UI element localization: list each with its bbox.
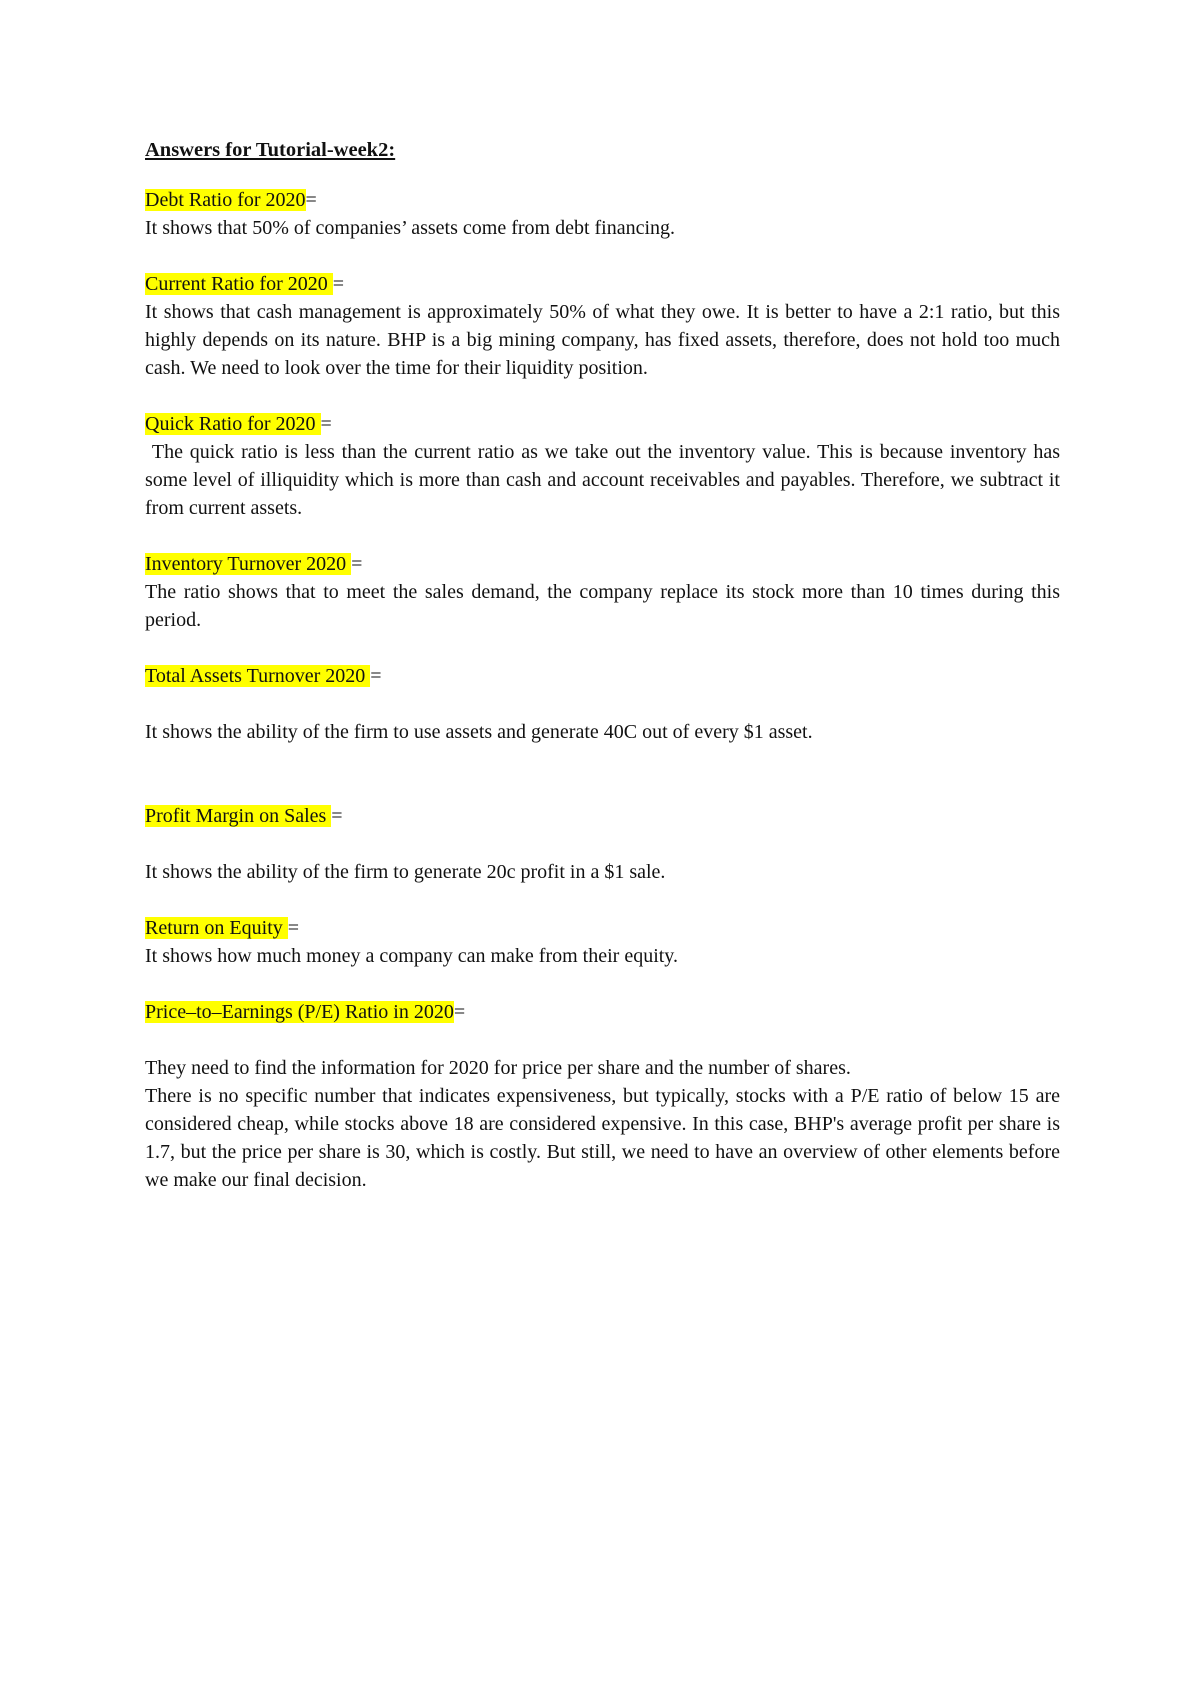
section-text: It shows that 50% of companies’ assets come from debt financing. — [145, 217, 676, 239]
section-debt-ratio — [145, 186, 1060, 242]
section-quick-ratio — [145, 410, 1066, 522]
section-heading — [145, 186, 1060, 214]
section-heading — [145, 270, 1060, 298]
section-heading — [145, 662, 1060, 690]
section-text: It shows how much money a company can make from their equity. — [145, 945, 679, 967]
section-text: The quick ratio is less than the current ratio as we take out the inventory value. This is because inventory has some level of illiquidity which is more than cash and account receivables and payables. Therefore, we subtract it from current assets. — [145, 441, 1066, 519]
section-text: They need to find the information for 2020 for price per share and the number of shares. — [145, 1057, 851, 1079]
section-return-on-equity — [145, 914, 1060, 970]
section-text: It shows that cash management is approximately 50% of what they owe. It is better to have a 2:1 ratio, but this highly depends on its nature. BHP is a big mining company, has fixed assets, therefore, does not hold too much cash. We need to look over the time for their liquidity position. — [145, 301, 1060, 379]
blank-line — [145, 690, 1060, 718]
equals-sign: = — [370, 665, 382, 687]
section-total-assets-turnover — [145, 662, 1060, 774]
highlighted-heading: Profit Margin on Sales — [145, 805, 332, 827]
blank-line — [145, 746, 1060, 774]
section-pe-ratio — [145, 998, 1060, 1194]
highlighted-heading: Debt Ratio for 2020 — [145, 189, 306, 211]
section-inventory-turnover — [145, 550, 1060, 634]
section-heading — [145, 410, 1060, 438]
equals-sign: = — [305, 189, 317, 211]
document-title: Answers for Tutorial-week2: — [145, 139, 396, 161]
section-text: The ratio shows that to meet the sales demand, the company replace its stock more than 10 times during this period. — [145, 581, 1060, 631]
section-current-ratio — [145, 270, 1060, 382]
highlighted-heading: Current Ratio for 2020 — [145, 273, 333, 295]
section-text-continued: There is no specific number that indicates expensiveness, but typically, stocks with a P/E ratio of below 15 are considered cheap, while stocks above 18 are considered expensive. In this case, BHP's average profit per share is 1.7, but the price per share is 30, which is costly. But still, we need to have an overview of other elements before we make our final decision. — [145, 1085, 1060, 1191]
section-text: It shows the ability of the firm to generate 20c profit in a $1 sale. — [145, 861, 666, 883]
highlighted-heading: Price–to–Earnings (P/E) Ratio in 2020 — [145, 1001, 454, 1023]
section-heading — [145, 802, 1060, 830]
equals-sign: = — [351, 553, 363, 575]
section-text: It shows the ability of the firm to use assets and generate 40C out of every $1 asset. — [145, 721, 813, 743]
highlighted-heading: Quick Ratio for 2020 — [145, 413, 321, 435]
highlighted-heading: Return on Equity — [145, 917, 288, 939]
equals-sign: = — [320, 413, 332, 435]
section-profit-margin — [145, 802, 1060, 886]
equals-sign: = — [453, 1001, 466, 1023]
equals-sign: = — [287, 917, 300, 939]
blank-line — [145, 1026, 1060, 1054]
blank-line — [145, 830, 1060, 858]
highlighted-heading: Inventory Turnover 2020 — [145, 553, 352, 575]
document-page — [145, 136, 1066, 1222]
equals-sign: = — [332, 273, 345, 295]
equals-sign: = — [331, 805, 343, 827]
section-heading — [145, 550, 1060, 578]
section-heading — [145, 914, 1060, 942]
section-heading — [145, 998, 1060, 1026]
highlighted-heading: Total Assets Turnover 2020 — [145, 665, 371, 687]
